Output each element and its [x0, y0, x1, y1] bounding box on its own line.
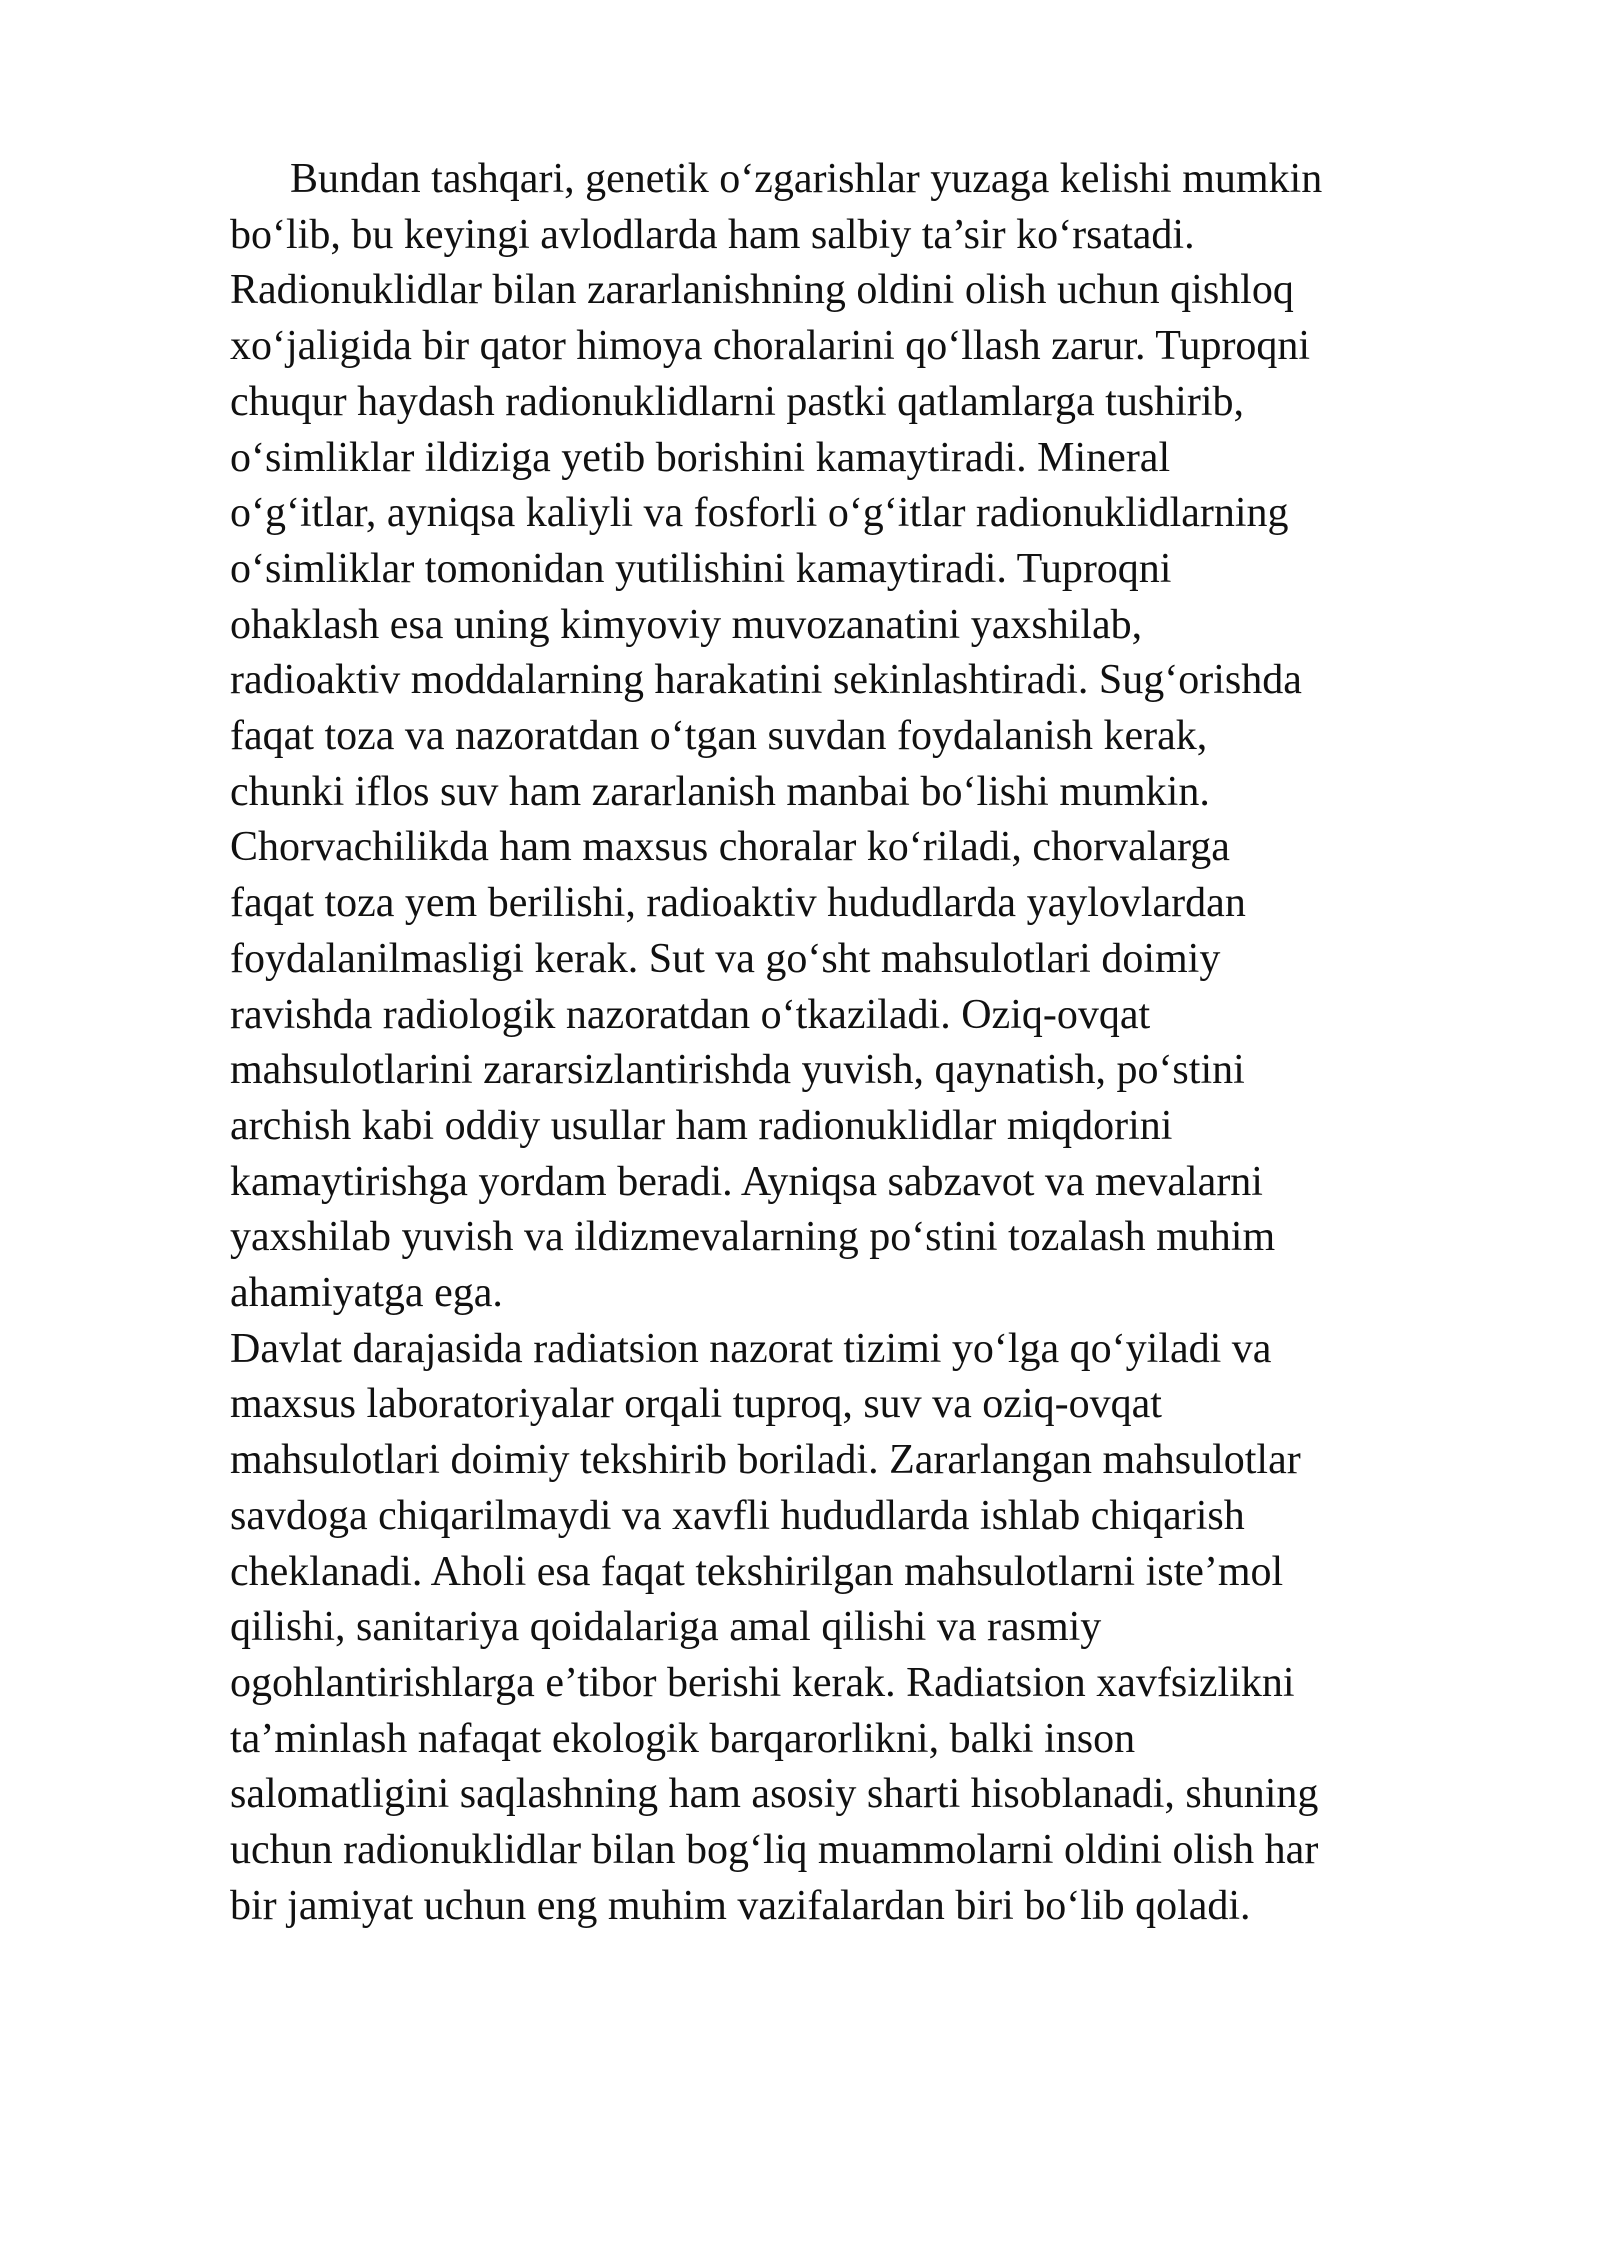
paragraph-line: xo‘jaligida bir qator himoya choralarini qo‘llash zarur. Tuproqni [230, 323, 1311, 370]
paragraph-line: archish kabi oddiy usullar ham radionuklidlar miqdorini [230, 1102, 1173, 1149]
paragraph-line: ahamiyatga ega. [230, 1270, 503, 1317]
paragraph-line: o‘g‘itlar, ayniqsa kaliyli va fosforli o‘g‘itlar radionuklidlarning [230, 490, 1289, 537]
paragraph-line: kamaytirishga yordam beradi. Ayniqsa sabzavot va mevalarni [230, 1158, 1263, 1205]
paragraph-line: savdoga chiqarilmaydi va xavfli hududlarda ishlab chiqarish [230, 1492, 1245, 1539]
paragraph-line: faqat toza yem berilishi, radioaktiv hududlarda yaylovlardan [230, 880, 1246, 927]
paragraph-line: mahsulotlarini zararsizlantirishda yuvish, qaynatish, po‘stini [230, 1047, 1245, 1094]
paragraph-line: faqat toza va nazoratdan o‘tgan suvdan foydalanish kerak, [230, 713, 1208, 760]
paragraph-line: Davlat darajasida radiatsion nazorat tizimi yo‘lga qo‘yiladi va [230, 1325, 1272, 1372]
paragraph-line: chunki iflos suv ham zararlanish manbai bo‘lishi mumkin. [230, 768, 1210, 815]
paragraph-line: o‘simliklar tomonidan yutilishini kamaytiradi. Tuproqni [230, 545, 1172, 592]
paragraph-line: bir jamiyat uchun eng muhim vazifalardan biri bo‘lib qoladi. [230, 1882, 1251, 1929]
paragraph-line: foydalanilmasligi kerak. Sut va go‘sht mahsulotlari doimiy [230, 935, 1221, 982]
paragraph-line: ravishda radiologik nazoratdan o‘tkaziladi. Oziq-ovqat [230, 991, 1151, 1038]
paragraph-line: salomatligini saqlashning ham asosiy sharti hisoblanadi, shuning [230, 1771, 1319, 1818]
paragraph-2 [230, 1322, 1510, 1935]
paragraph-line: Bundan tashqari, genetik o‘zgarishlar yuzaga kelishi mumkin [290, 156, 1323, 202]
paragraph-line: ta’minlash nafaqat ekologik barqarorlikni, balki inson [230, 1715, 1136, 1762]
paragraph-line: bo‘lib, bu keyingi avlodlarda ham salbiy ta’sir ko‘rsatadi. [230, 211, 1195, 258]
paragraph-line: Radionuklidlar bilan zararlanishning oldini olish uchun qishloq [230, 267, 1294, 314]
document-body [230, 152, 1510, 1935]
paragraph-line: Chorvachilikda ham maxsus choralar ko‘riladi, chorvalarga [230, 824, 1230, 871]
paragraph-line: maxsus laboratoriyalar orqali tuproq, suv va oziq-ovqat [230, 1381, 1162, 1428]
paragraph-1 [230, 152, 1510, 1322]
paragraph-line: cheklanadi. Aholi esa faqat tekshirilgan mahsulotlarni iste’mol [230, 1548, 1284, 1595]
paragraph-line: ogohlantirishlarga e’tibor berishi kerak. Radiatsion xavfsizlikni [230, 1659, 1295, 1706]
paragraph-line: mahsulotlari doimiy tekshirib boriladi. Zararlangan mahsulotlar [230, 1437, 1301, 1484]
paragraph-line: chuqur haydash radionuklidlarni pastki qatlamlarga tushirib, [230, 378, 1244, 425]
paragraph-line: o‘simliklar ildiziga yetib borishini kamaytiradi. Mineral [230, 434, 1171, 481]
paragraph-line: radioaktiv moddalarning harakatini sekinlashtiradi. Sug‘orishda [230, 657, 1302, 704]
paragraph-line: qilishi, sanitariya qoidalariga amal qilishi va rasmiy [230, 1604, 1102, 1651]
paragraph-line: uchun radionuklidlar bilan bog‘liq muammolarni oldini olish har [230, 1827, 1319, 1874]
paragraph-line: ohaklash esa uning kimyoviy muvozanatini yaxshilab, [230, 601, 1143, 648]
paragraph-line: yaxshilab yuvish va ildizmevalarning po‘stini tozalash muhim [230, 1214, 1276, 1261]
